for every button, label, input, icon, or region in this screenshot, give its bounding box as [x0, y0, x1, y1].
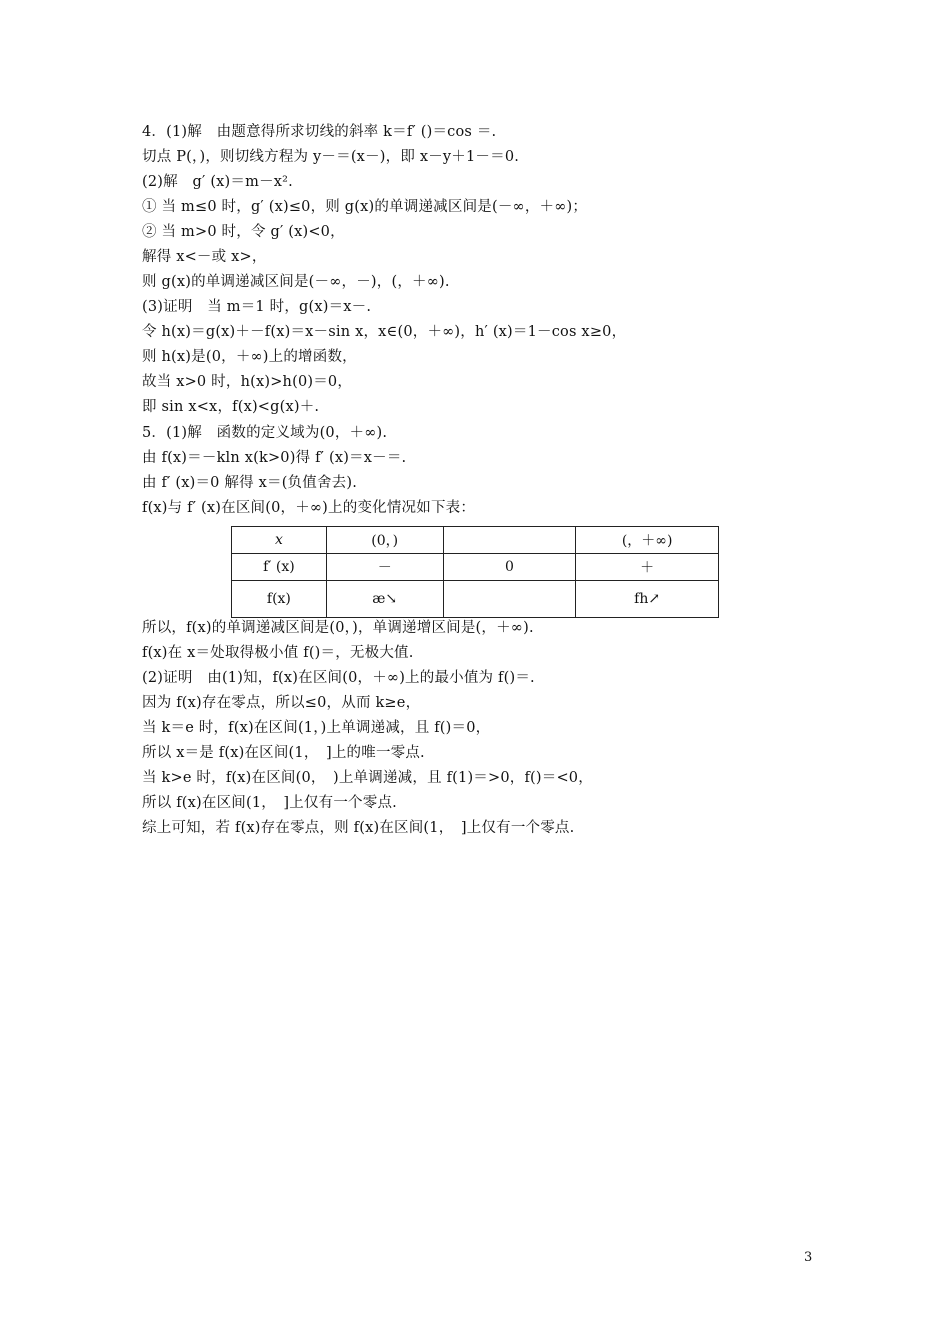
text-line: 综上可知，若 f(x)存在零点，则 f(x)在区间(1， ]上仅有一个零点. [142, 820, 575, 836]
table-cell [443, 581, 576, 618]
table-cell: f(x) [232, 581, 327, 618]
table-cell: (，＋∞) [576, 527, 719, 554]
table-cell: ＋ [576, 554, 719, 581]
text-line: ① 当 m≤0 时，g′ (x)≤0，则 g(x)的单调递减区间是(－∞，＋∞)； [142, 199, 588, 215]
text-line: 即 sin x<x，f(x)<g(x)＋. [142, 399, 320, 415]
page-number: 3 [804, 1250, 813, 1265]
text-line: (2)证明 由(1)知，f(x)在区间(0，＋∞)上的最小值为 f()＝. [142, 670, 535, 686]
table-row [232, 581, 719, 618]
variation-table [231, 526, 719, 618]
table-cell: (0，) [326, 527, 443, 554]
text-line: 因为 f(x)存在零点，所以≤0，从而 k≥e， [142, 695, 421, 711]
table-cell: 0 [443, 554, 576, 581]
table-cell: － [326, 554, 443, 581]
table-cell: æ↘ [326, 581, 443, 618]
table-cell: f′ (x) [232, 554, 327, 581]
text-line: 所以，f(x)的单调递减区间是(0，)，单调递增区间是(，＋∞). [142, 620, 534, 636]
text-line: 解得 x<－或 x>， [142, 249, 267, 265]
text-line: 所以 x＝是 f(x)在区间(1， ]上的唯一零点. [142, 745, 425, 761]
text-line: 所以 f(x)在区间(1， ]上仅有一个零点. [142, 795, 397, 811]
text-line: 则 h(x)是(0，＋∞)上的增函数， [142, 349, 357, 365]
text-line: (3)证明 当 m＝1 时，g(x)＝x－. [142, 299, 372, 315]
text-line: 由 f(x)＝－kln x(k>0)得 f′ (x)＝x－＝. [142, 450, 407, 466]
table-cell: x [232, 527, 327, 554]
text-line: 故当 x>0 时，h(x)>h(0)＝0， [142, 374, 353, 390]
text-line: 切点 P(，)，则切线方程为 y－＝(x－)，即 x－y＋1－＝0. [142, 149, 520, 165]
table-row [232, 527, 719, 554]
text-line: 则 g(x)的单调递减区间是(－∞，－)，(，＋∞). [142, 274, 450, 290]
text-line: 当 k＝e 时，f(x)在区间(1，)上单调递减，且 f()＝0， [142, 720, 491, 736]
text-line: (2)解 g′ (x)＝m－x². [142, 174, 293, 190]
text-line: 令 h(x)＝g(x)＋－f(x)＝x－sin x，x∈(0，＋∞)，h′ (x)＝1－cos x≥0， [142, 324, 627, 340]
text-line: ② 当 m>0 时，令 g′ (x)<0， [142, 224, 345, 240]
table-cell [443, 527, 576, 554]
text-line: 当 k>e 时，f(x)在区间(0， )上单调递减，且 f(1)＝>0，f()＝<0， [142, 770, 593, 786]
text-line: 由 f′ (x)＝0 解得 x＝(负值舍去). [142, 475, 358, 491]
table-row [232, 554, 719, 581]
table-cell: fh↗ [576, 581, 719, 618]
text-line: 5．(1)解 函数的定义域为(0，＋∞). [142, 425, 388, 441]
text-line: 4．(1)解 由题意得所求切线的斜率 k＝f′ ()＝cos ＝. [142, 124, 497, 140]
text-line: f(x)在 x＝处取得极小值 f()＝，无极大值. [142, 645, 414, 661]
text-line: f(x)与 f′ (x)在区间(0，＋∞)上的变化情况如下表： [142, 500, 476, 516]
